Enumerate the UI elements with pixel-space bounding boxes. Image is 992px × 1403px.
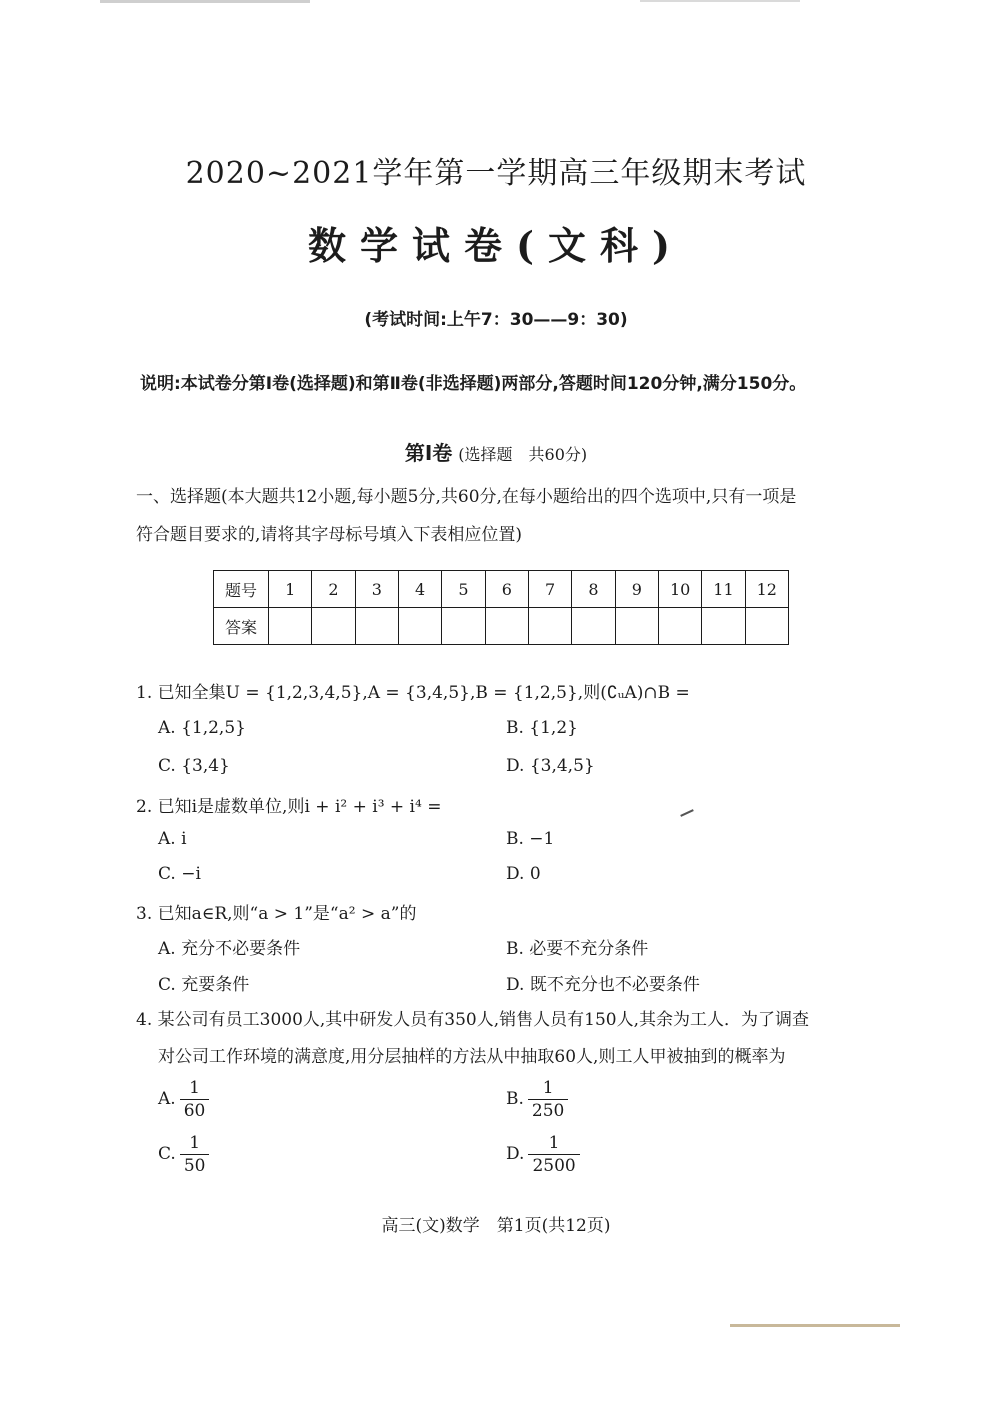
fraction-denominator: 250 xyxy=(528,1099,568,1122)
scan-edge-top-left xyxy=(100,0,310,3)
table-number-cell: 11 xyxy=(702,571,745,608)
table-header-answer: 答案 xyxy=(214,608,269,645)
question-1-option-b: B. {1,2} xyxy=(506,718,578,738)
answer-cell[interactable] xyxy=(269,608,312,645)
fraction-numerator: 1 xyxy=(189,1133,201,1153)
question-3-option-b: B. 必要不充分条件 xyxy=(506,939,649,959)
question-3-option-c: C. 充要条件 xyxy=(158,975,250,995)
table-number-cell: 1 xyxy=(269,571,312,608)
part1-heading xyxy=(0,437,992,466)
table-number-cell: 3 xyxy=(355,571,398,608)
question-2-option-a: A. i xyxy=(158,829,187,849)
fraction-numerator: 1 xyxy=(542,1078,554,1098)
answer-cell[interactable] xyxy=(745,608,788,645)
answer-cell[interactable] xyxy=(702,608,745,645)
fraction xyxy=(180,1132,210,1177)
exam-title: 2020~2021学年第一学期高三年级期末考试 xyxy=(185,156,807,191)
question-4-option-b xyxy=(506,1077,568,1122)
answer-table-number-row xyxy=(214,571,789,608)
table-header-question-no: 题号 xyxy=(214,571,269,608)
answer-cell[interactable] xyxy=(355,608,398,645)
answer-table-answer-row xyxy=(214,608,789,645)
answer-cell[interactable] xyxy=(442,608,485,645)
scan-edge-top-right xyxy=(640,0,800,2)
table-number-cell: 5 xyxy=(442,571,485,608)
table-number-cell: 6 xyxy=(485,571,528,608)
exam-time: (考试时间:上午7：30——9：30) xyxy=(364,310,628,330)
fraction-denominator: 60 xyxy=(180,1099,210,1122)
exam-subtitle: 数学试卷(文科) xyxy=(308,223,684,268)
question-2-option-c: C. −i xyxy=(158,864,201,884)
scan-edge-bottom xyxy=(730,1324,900,1327)
table-number-cell: 2 xyxy=(312,571,355,608)
question-3-stem: 3. 已知a∈R,则“a > 1”是“a² > a”的 xyxy=(136,904,417,924)
fraction-numerator: 1 xyxy=(189,1078,200,1098)
question-4-option-a xyxy=(158,1077,209,1122)
table-number-cell: 4 xyxy=(398,571,441,608)
answer-cell[interactable] xyxy=(572,608,615,645)
answer-cell[interactable] xyxy=(615,608,658,645)
page-footer: 高三(文)数学 第1页(共12页) xyxy=(381,1216,611,1236)
section1-intro-line2: 符合题目要求的,请将其字母标号填入下表相应位置) xyxy=(136,525,523,545)
question-4-option-c xyxy=(158,1132,209,1177)
section1-intro xyxy=(136,478,870,554)
table-number-cell: 9 xyxy=(615,571,658,608)
answer-table xyxy=(213,570,789,645)
question-1-option-d: D. {3,4,5} xyxy=(506,756,595,776)
question-2-option-d: D. 0 xyxy=(506,864,541,884)
fraction-denominator: 50 xyxy=(180,1154,210,1177)
table-number-cell: 8 xyxy=(572,571,615,608)
part1-title: 第Ⅰ卷 xyxy=(404,441,453,465)
option-letter: C. xyxy=(158,1144,176,1164)
question-1-stem: 1. 已知全集U = {1,2,3,4,5},A = {3,4,5},B = {1,2,5},则(∁ᵤA)∩B = xyxy=(136,683,690,703)
answer-cell[interactable] xyxy=(312,608,355,645)
answer-cell[interactable] xyxy=(485,608,528,645)
option-letter: A. xyxy=(158,1089,176,1109)
table-number-cell: 7 xyxy=(528,571,571,608)
fraction xyxy=(528,1132,579,1177)
answer-cell[interactable] xyxy=(658,608,701,645)
answer-cell[interactable] xyxy=(398,608,441,645)
question-1-option-c: C. {3,4} xyxy=(158,756,230,776)
option-letter: B. xyxy=(506,1089,524,1109)
question-2-option-b: B. −1 xyxy=(506,829,555,849)
fraction xyxy=(528,1077,568,1122)
stray-mark xyxy=(680,809,694,817)
question-2-stem: 2. 已知i是虚数单位,则i + i² + i³ + i⁴ = xyxy=(136,797,442,817)
answer-cell[interactable] xyxy=(528,608,571,645)
fraction-denominator: 2500 xyxy=(528,1154,579,1177)
question-3-option-d: D. 既不充分也不必要条件 xyxy=(506,975,700,995)
option-letter: D. xyxy=(506,1144,525,1164)
table-number-cell: 12 xyxy=(745,571,788,608)
fraction xyxy=(180,1077,210,1122)
question-4-stem-line1: 4. 某公司有员工3000人,其中研发人员有350人,销售人员有150人,其余为工人．为了调查 xyxy=(136,1010,809,1030)
section1-intro-line1: 一、选择题(本大题共12小题,每小题5分,共60分,在每小题给出的四个选项中,只有一项是 xyxy=(136,487,797,507)
part1-subtitle: (选择题 共60分) xyxy=(458,445,588,464)
question-4-stem-line2: 对公司工作环境的满意度,用分层抽样的方法从中抽取60人,则工人甲被抽到的概率为 xyxy=(158,1047,786,1067)
table-number-cell: 10 xyxy=(658,571,701,608)
fraction-numerator: 1 xyxy=(548,1133,560,1153)
instructions-note: 说明:本试卷分第Ⅰ卷(选择题)和第Ⅱ卷(非选择题)两部分,答题时间120分钟,满分150分。 xyxy=(140,374,807,394)
question-1-option-a: A. {1,2,5} xyxy=(158,718,246,738)
question-4-option-d xyxy=(506,1132,580,1177)
question-3-option-a: A. 充分不必要条件 xyxy=(158,939,301,959)
